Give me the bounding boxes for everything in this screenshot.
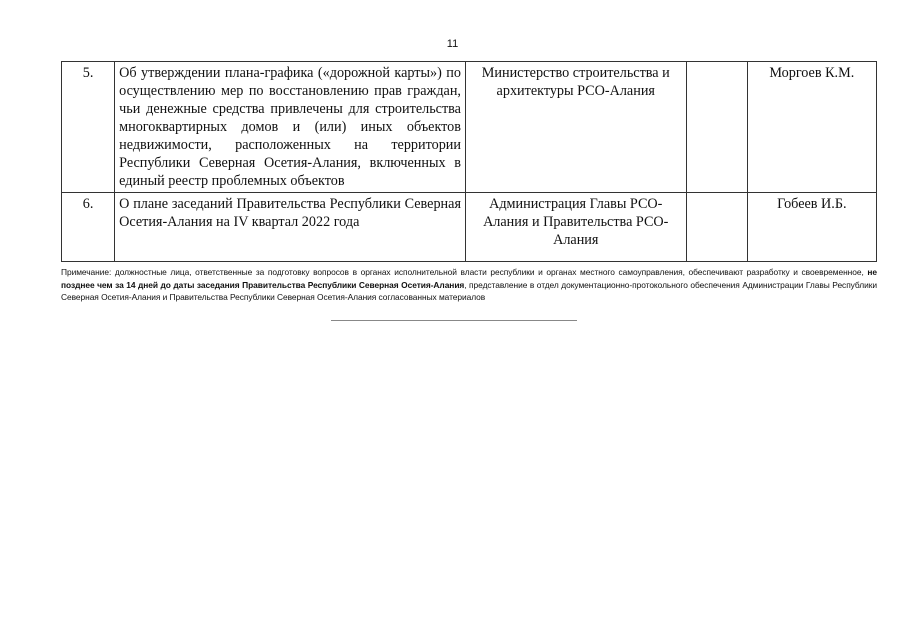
responsible-person: Моргоев К.М.	[747, 62, 876, 193]
footnote-deadline: не позднее чем за 14 дней до даты заседания Правительства Республики Северная Осетия-Алания	[61, 267, 877, 290]
agenda-table	[61, 61, 877, 262]
responsible-body: Министерство строительства и архитектуры РСО-Алания	[465, 62, 686, 193]
footnote-text: Примечание: должностные лица, ответственные за подготовку вопросов в органах исполнительной власти республики и органах местного самоуправления, обеспечивают разработку и своевременное,	[61, 267, 868, 277]
agenda-item-title: Об утверждении плана-графика («дорожной карты») по осуществлению мер по восстановлению прав граждан, чьи денежные средства привлечены для строительства многоквартирных домов и (или) иных объектов недвижимости, расположенных на территории Республики Северная Осетия-Алания, включенных в единый реестр проблемных объектов	[115, 62, 466, 193]
divider-line	[331, 320, 577, 321]
footnote	[61, 266, 877, 304]
row-number: 5.	[62, 62, 115, 193]
empty-cell	[686, 193, 747, 262]
responsible-person: Гобеев И.Б.	[747, 193, 876, 262]
row-number: 6.	[62, 193, 115, 262]
empty-cell	[686, 62, 747, 193]
table-row	[62, 193, 877, 262]
table-row	[62, 62, 877, 193]
agenda-item-title: О плане заседаний Правительства Республики Северная Осетия-Алания на IV квартал 2022 года	[115, 193, 466, 262]
page-number: 11	[446, 38, 459, 50]
responsible-body: Администрация Главы РСО-Алания и Правительства РСО-Алания	[465, 193, 686, 262]
footnote-text-end: , представление в отдел документационно-протокольного обеспечения Администрации Главы Республики Северная Осетия-Алания и Правительства Республики Северная Осетия-Алания согласованных материалов	[61, 279, 877, 302]
